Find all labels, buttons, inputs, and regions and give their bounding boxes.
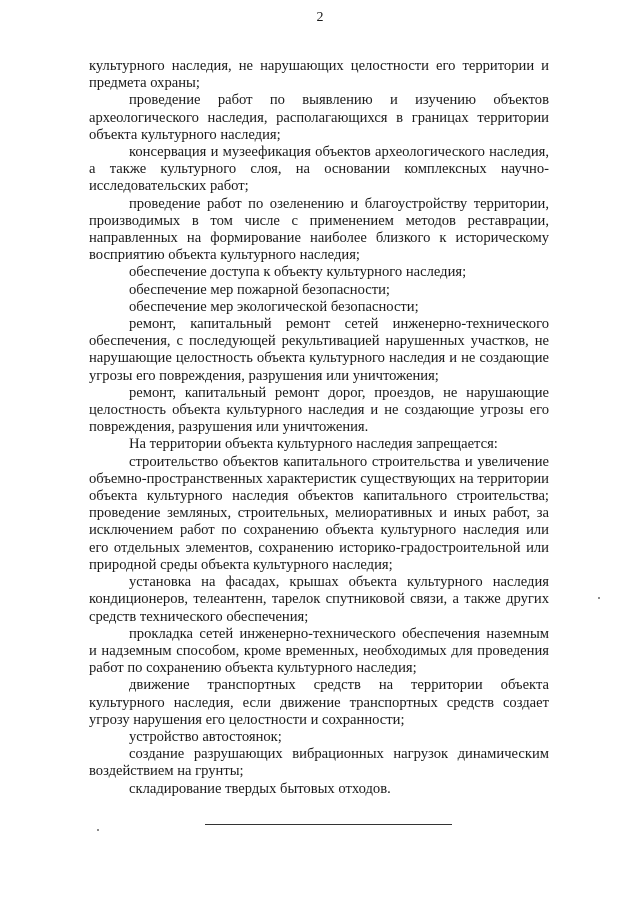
scan-speck [97,829,99,831]
paragraph-prohibitions-heading: На территории объекта культурного наследия запрещается: [129,436,498,453]
paragraph-conservation: консервация и музеефикация объектов археологического наследия, а также культурного слоя, на основании комплексных научно-исследовательских работ; [89,144,549,195]
paragraph-archaeology-survey: проведение работ по выявлению и изучению объектов археологического наследия, располагающихся в границах территории объекта культурного наследия; [89,92,549,143]
paragraph-road-repair: ремонт, капитальный ремонт дорог, проездов, не нарушающие целостность объекта культурного наследия и не создающие угрозы его повреждения, разрушения или уничтожения. [89,384,549,436]
paragraph-vibration-ban: создание разрушающих вибрационных нагрузок динамическим воздействием на грунты; [89,746,549,780]
paragraph-parking-ban: устройство автостоянок; [129,728,282,745]
paragraph-facade-equipment-ban: установка на фасадах, крышах объекта культурного наследия кондиционеров, телеантенн, тарелок спутниковой связи, а также других средств технического обеспечения; [89,574,549,625]
paragraph-network-laying-ban: прокладка сетей инженерно-технического обеспечения наземным и надземным способом, кроме временных, необходимых для проведения работ по сохранению объекта культурного наследия; [89,625,549,677]
paragraph-construction-ban: строительство объектов капитального строительства и увеличение объемно-пространственных характеристик существующих на территории объекта культурного наследия объектов капитального строительства; проведение земляных, строительных, мелиоративных и иных работ, за исключением работ по сохранению объекта культурного наследия или его отдельных элементов, сохранению историко-градостроительной или природной среды объекта культурного наследия; [89,453,549,573]
page-number: 2 [316,10,324,25]
paragraph-ecological-safety: обеспечение мер экологической безопасности; [129,298,419,315]
paragraph-continuation: культурного наследия, не нарушающих целостности его территории и предмета охраны; [89,58,549,92]
paragraph-landscaping: проведение работ по озеленению и благоустройству территории, производимых в том числе с применением методов реставрации, направленных на формирование наиболее близкого к историческому восприятию объекта культурного наследия; [89,195,549,264]
paragraph-utility-repair: ремонт, капитальный ремонт сетей инженерно-технического обеспечения, с последующей рекультивацией нарушенных участков, не нарушающие целостность объекта культурного наследия и не создающие угрозы его повреждения, разрушения или уничтожения; [89,316,549,384]
scan-speck [598,597,600,599]
end-separator-line [205,824,452,825]
paragraph-vehicle-traffic-ban: движение транспортных средств на территории объекта культурного наследия, если движение транспортных средств создает угрозу нарушения его целостности и сохранности; [89,677,549,728]
paragraph-waste-ban: складирование твердых бытовых отходов. [129,780,391,797]
paragraph-fire-safety: обеспечение мер пожарной безопасности; [129,281,390,298]
document-body [89,58,549,798]
paragraph-access: обеспечение доступа к объекту культурного наследия; [129,264,467,281]
